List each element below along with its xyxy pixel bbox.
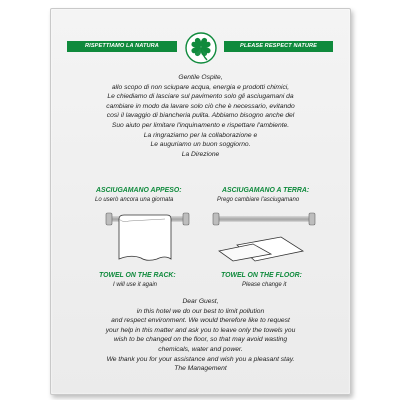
towel-on-floor-illustration	[211, 207, 321, 263]
english-line: your help in this matter and ask you to leave only the towels you	[105, 326, 296, 334]
english-line: and respect environment. We would therefore like to request	[111, 317, 290, 325]
english-line: wish to be changed on the floor, so that may avoid wasting	[113, 336, 288, 344]
rack-en-caption: I will use it again	[113, 282, 158, 288]
english-line: The Management	[174, 365, 227, 373]
floor-en-caption: Please change it	[242, 282, 287, 288]
italian-line: Le chiediamo di lasciare sul pavimento solo gli asciugamani da	[107, 93, 294, 101]
english-message	[51, 297, 350, 374]
italian-message	[51, 73, 350, 159]
rack-it-title: ASCIUGAMANO APPESO:	[96, 187, 182, 194]
banner-left: RISPETTIAMO LA NATURA	[67, 41, 177, 52]
english-line: chemicals, water and power.	[158, 345, 243, 353]
floor-it-title: ASCIUGAMANO A TERRA:	[222, 187, 310, 194]
italian-line: La ringraziamo per la collaborazione e	[143, 131, 258, 139]
towel-on-rack-illustration	[105, 207, 200, 263]
english-line: in this hotel we do our best to limit pollution	[136, 307, 265, 315]
hotel-sign	[50, 8, 351, 395]
italian-line: Suo aiuto per limitare l'inquinamento e rispettare l'ambiente.	[111, 121, 290, 129]
italian-line: La Direzione	[181, 150, 220, 158]
italian-line: cambiare in modo da lavare solo ciò che è necessario, evitando	[106, 102, 295, 110]
banner-right: PLEASE RESPECT NATURE	[224, 41, 333, 52]
italian-line: Gentile Ospite,	[178, 74, 223, 81]
english-line: Dear Guest,	[182, 298, 219, 305]
italian-line: Le auguriamo un buon soggiorno.	[150, 141, 251, 149]
floor-en-title: TOWEL ON THE FLOOR:	[221, 272, 302, 279]
rack-en-title: TOWEL ON THE RACK:	[99, 272, 176, 279]
floor-it-caption: Prego cambiare l'asciugamano	[217, 197, 300, 203]
italian-line: allo scopo di non sciupare acqua, energia e prodotti chimici,	[111, 83, 290, 91]
english-line: We thank you for your assistance and wish you a pleasant stay.	[106, 355, 295, 363]
rack-it-caption: Lo userò ancora una giornata	[95, 197, 174, 203]
four-leaf-clover-icon	[179, 31, 223, 65]
italian-line: così il lavaggio di biancheria pulita. Abbiamo bisogno anche del	[106, 112, 295, 120]
